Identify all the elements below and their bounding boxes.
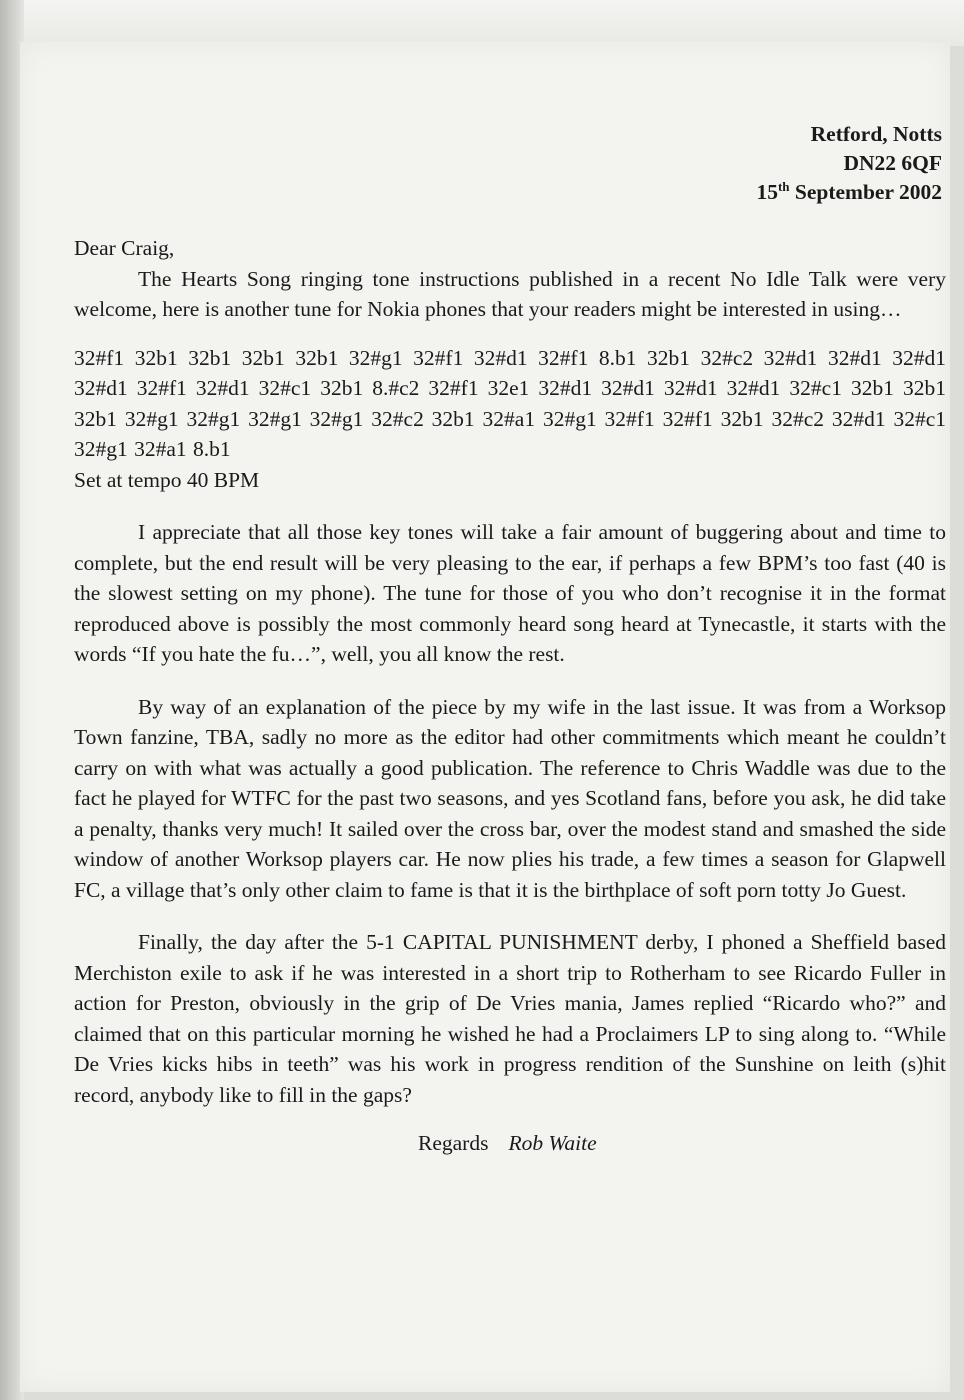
paragraph-derby: Finally, the day after the 5-1 CAPITAL PUNISHMENT derby, I phoned a Sheffield based Merchiston exile to ask if he was interested in a short trip to Rotherham to see Ricardo Fuller in action for Preston, obviously in the grip of De Vries mania, James replied “Ricardo who?” and claimed that on this particular morning he wished he had a Proclaimers LP to sing along to. “While De Vries kicks hibs in teeth” was his work in progress rendition of the Sunshine on leith (s)hit record, anybody like to fill in the gaps? (74, 930, 946, 1107)
ringtone-code-block: 32#f1 32b1 32b1 32b1 32b1 32#g1 32#f1 32#d1 32#f1 8.b1 32b1 32#c2 32#d1 32#d1 32#d1 32#d1 32#f1 32#d1 32#c1 32b1 8.#c2 32#f1 32e1 32#d1 32#d1 32#d1 32#d1 32#c1 32b1 32b1 32b1 32#g1 32#g1 32#g1 32#g1 32#c2 32b1 32#a1 32#g1 32#f1 32#f1 32b1 32#c2 32#d1 32#c1 32#g1 32#a1 8.b1 (74, 345, 946, 461)
page-top-edge (0, 0, 964, 46)
letter-date (74, 178, 942, 207)
paragraph-key-tones: I appreciate that all those key tones will take a fair amount of buggering about and time to complete, but the end result will be very pleasing to the ear, if perhaps a few BPM’s too fast (40 is the slowest setting on my phone). The tune for those of you who don’t recognise it in the format reproduced above is possibly the most commonly heard song heard at Tynecastle, it starts with the words “If you hate the fu…”, well, you all know the rest. (74, 520, 946, 666)
date-suffix: th (777, 178, 790, 194)
signoff: Regards (418, 1131, 489, 1155)
date-day: 15 (756, 180, 778, 204)
address-line-town: Retford, Notts (810, 122, 942, 146)
page (20, 42, 950, 1392)
address-line-postcode: DN22 6QF (843, 151, 942, 175)
letter (74, 120, 946, 1159)
salutation: Dear Craig, (74, 236, 175, 260)
signature (74, 1128, 946, 1159)
tempo-line: Set at tempo 40 BPM (74, 467, 260, 492)
date-month-year: September 2002 (789, 180, 942, 204)
paragraph-explanation: By way of an explanation of the piece by my wife in the last issue. It was from a Worksop Town fanzine, TBA, sadly no more as the editor had other commitments which meant he couldn’t carry on with what was actually a good publication. The reference to Chris Waddle was due to the fact he played for WTFC for the past two seasons, and yes Scotland fans, before you ask, he did take a penalty, thanks very much! It sailed over the cross bar, over the modest stand and smashed the side window of another Worksop players car. He now plies his trade, a few times a season for Glapwell FC, a village that’s only other claim to fame is that it is the birthplace of soft porn totty Jo Guest. (74, 694, 946, 902)
sender-address (74, 120, 946, 207)
paragraph-ringtone-intro: The Hearts Song ringing tone instructions published in a recent No Idle Talk were very welcome, here is another tune for Nokia phones that your readers might be interested in using… (74, 266, 946, 321)
author-name: Rob Waite (508, 1131, 597, 1155)
